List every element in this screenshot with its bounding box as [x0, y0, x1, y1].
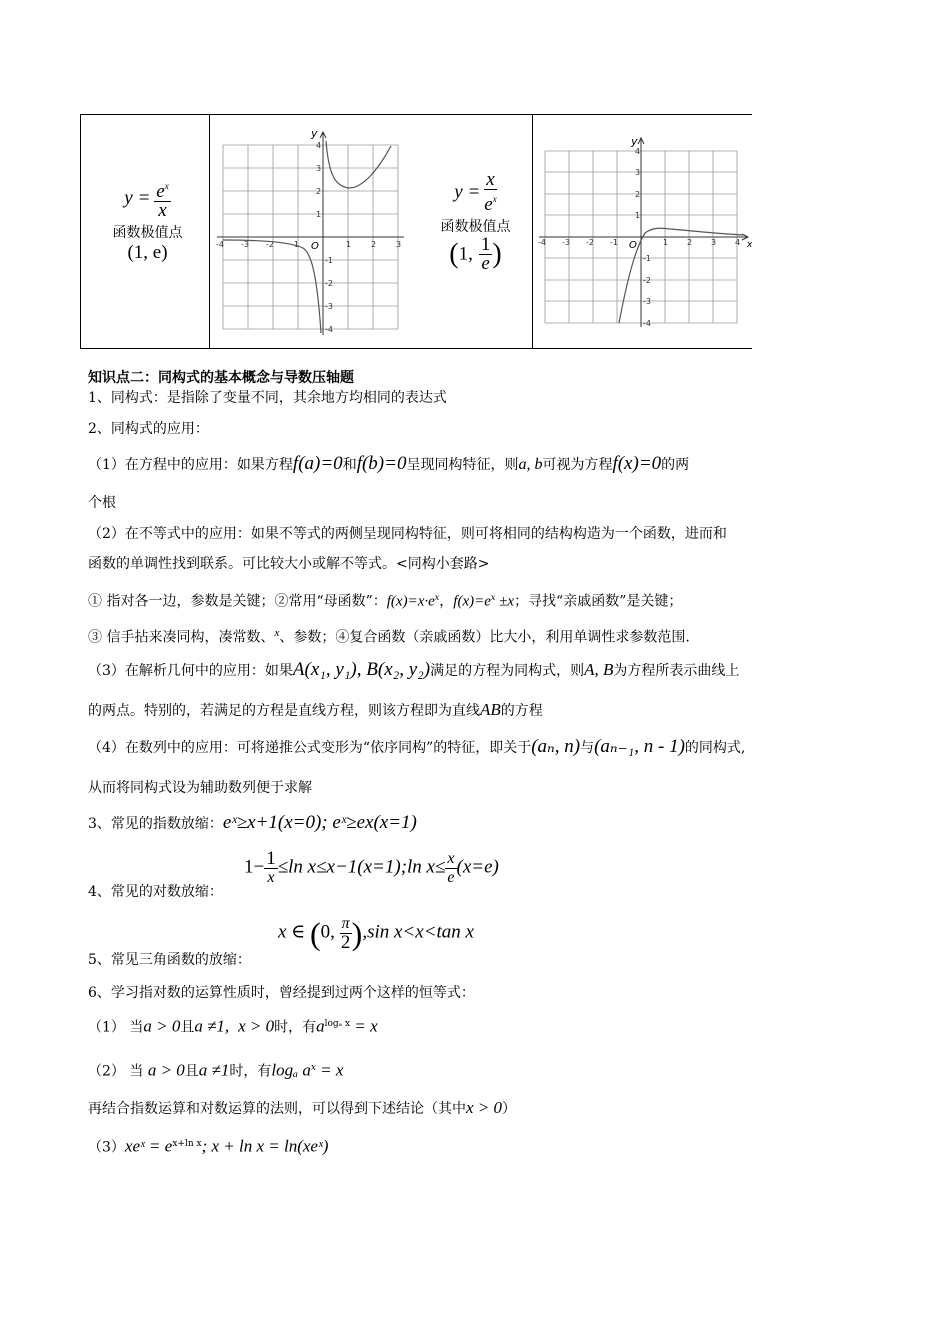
paragraph: 1、同构式：是指除了变量不同，其余地方均相同的表达式: [88, 390, 447, 406]
svg-text:4: 4: [316, 141, 322, 150]
svg-text:-1: -1: [643, 254, 651, 263]
paragraph: （4）在数列中的应用：可将递推公式变形为“依序同构”的特征，即关于(aₙ, n)与(aₙ₋₁, n - 1)的同构式,: [88, 736, 746, 757]
formula-lhs: y: [124, 187, 133, 209]
table-divider: [532, 115, 533, 348]
x-axis-label: x: [747, 240, 753, 250]
svg-text:3: 3: [396, 240, 402, 249]
paragraph: ① 指对各一边，参数是关键；②常用“母函数”：$f(x)=x\cdot e^x$，$f(x)=e^x \pm x$；寻找“亲戚函数”是关键；: [88, 593, 683, 610]
svg-text:-4: -4: [538, 238, 546, 247]
svg-text:-3: -3: [562, 238, 570, 247]
svg-text:2: 2: [316, 187, 322, 196]
svg-text:3: 3: [711, 238, 717, 247]
svg-text:1: 1: [346, 240, 352, 249]
paragraph: ③ 信手拈来凑同构，凑常数、$^x$、参数；④复合函数（亲戚函数）比大小，利用单调性求参数范围.: [88, 627, 690, 646]
svg-text:2: 2: [371, 240, 377, 249]
svg-text:-4: -4: [643, 319, 651, 328]
paragraph: （1）在方程中的应用：如果方程f(a)=0和f(b)=0呈现同构特征，则a, b可视为方程f(x)=0的两: [88, 453, 690, 474]
axes: [217, 132, 404, 335]
curve-left-branch: [223, 240, 321, 333]
svg-text:-1: -1: [325, 256, 333, 265]
paragraph: 从而将同构式设为辅助数列便于求解: [88, 780, 312, 796]
graph-ex-over-x: [211, 123, 411, 345]
paragraph: 6、学习指对数的运算性质时，曾经提到过两个这样的恒等式：: [88, 985, 475, 1001]
svg-text:1: 1: [663, 238, 669, 247]
y-axis-label: y: [631, 135, 638, 148]
svg-text:-4: -4: [325, 325, 333, 334]
paragraph: 函数的单调性找到联系。可比较大小或解不等式。<同构小套路>: [88, 556, 490, 572]
paragraph: 个根: [88, 495, 116, 511]
svg-text:4: 4: [735, 238, 741, 247]
paragraph: 的两点。特别的，若满足的方程是直线方程，则该方程即为直线AB的方程: [88, 700, 543, 719]
formula-cell-2: y = $\frac{x}{e^x}$ 函数极值点 (1, $\frac{1}{e}$ ): [423, 171, 528, 273]
extreme-point-value: (1, $\frac{1}{e}$ ): [449, 234, 502, 274]
svg-text:-1: -1: [291, 240, 299, 249]
svg-text:-3: -3: [241, 240, 249, 249]
svg-text:1: 1: [635, 211, 641, 220]
extreme-point-value: (1, e): [127, 242, 168, 263]
svg-text:3: 3: [635, 168, 641, 177]
y-axis-label: y: [311, 127, 318, 140]
function-graph-table: [80, 114, 752, 349]
svg-text:-4: -4: [216, 240, 224, 249]
svg-text:2: 2: [687, 238, 693, 247]
extreme-point-label: 函数极值点: [112, 225, 183, 241]
svg-text:-3: -3: [643, 297, 651, 306]
origin-label: O: [629, 240, 637, 251]
paragraph: （1） 当a > 0且a ≠1, x > 0时，有$a^{log_a x} = x$: [88, 1016, 378, 1036]
section-title: 知识点二：同构式的基本概念与导数压轴题: [88, 370, 354, 386]
paragraph: （2） 当 a > 0且a ≠1时，有logₐ $a^x = x$: [88, 1060, 344, 1080]
extreme-point-label: 函数极值点: [440, 219, 511, 235]
svg-text:-2: -2: [586, 238, 594, 247]
svg-text:-3: -3: [325, 302, 333, 311]
svg-text:-2: -2: [325, 279, 333, 288]
paragraph: （3）在解析几何中的应用：如果A(x₁, y₁), B(x₂, y₂)满足的方程为同构式，则A, B为方程所表示曲线上: [88, 659, 740, 680]
paragraph: （2）在不等式中的应用：如果不等式的两侧呈现同构特征，则可将相同的结构构造为一个函数，进而和: [88, 526, 727, 542]
fraction: $\frac{x}{e^x}$: [484, 169, 497, 215]
svg-text:-1: -1: [610, 238, 618, 247]
document-page: y = $\frac{e^x}{x}$ 函数极值点 (1, e) y = $\frac{x}{e^x}$ 函数极值点 (1, $\frac{1}{e}$ ) y O -4 -3 -2 -1 1 2 3 4 3 2 1 -1 -2 -3 -4 y x O -4 -3 -2 -1 1 2 3 4 4 3 2 1 -1 -2 -3 -4 知识点二：同构式的基本概念与导数压轴题 1、同构式：是指除了变量不同，其余地方均相同的表达式 2、同构式的应用： （1）在方程中的应用：如果方程f(a)=0和f(b)=0呈现同构特征，则a, b可视为方程f(x)=0的两 个根 （2）在不等式中的应用：如果不等式的两侧呈现同构特征，则可将相同的结构构造为一个函数，进而和 函数的单调性找到联系。可比较大小或解不等式。<同构小套路> ① 指对各一边，参数是关键；②常用“母函数”：$f(x)=x\cdot e^x$，$f(x)=e^x \pm x$；寻找“亲戚函数”是关键； ③ 信手拈来凑同构，凑常数、$^x$、参数；④复合函数（亲戚函数）比大小，利用单调性求参数范围. （3）在解析几何中的应用：如果A(x₁, y₁), B(x₂, y₂)满足的方程为同构式，则A, B为方程所表示曲线上 的两点。特别的，若满足的方程是直线方程，则该方程即为直线AB的方程 （4）在数列中的应用：可将递推公式变形为“依序同构”的特征，即关于(aₙ, n)与(aₙ₋₁, n - 1)的同构式, 从而将同构式设为辅助数列便于求解 3、常见的指数放缩：eˣ≥x+1(x=0); eˣ≥ex(x=1) 4、常见的对数放缩： 1− $\frac{1}{x}$ ≤ln x≤x−1(x=1);ln x≤ $\frac{x}{e}$ (x=e) 5、常见三角函数的放缩： x ∈ (0, $\frac{\pi}{2}$ ),sin x<x<tan x 6、学习指对数的运算性质时，曾经提到过两个这样的恒等式： （1） 当a > 0且a ≠1, x > 0时，有$a^{log_a x} = x$ （2） 当 a > 0且a ≠1时，有logₐ $a^x = x$ 再结合指数运算和对数运算的法则，可以得到下述结论（其中x > 0） （3）xeˣ = $e^{x+ln x}$; x + ln x = ln(xeˣ): [0, 0, 950, 1344]
paragraph: （3）xeˣ = $e^{x+ln x}$; x + ln x = ln(xeˣ): [88, 1136, 329, 1156]
svg-text:-2: -2: [643, 276, 651, 285]
curve: [619, 228, 745, 323]
svg-text:2: 2: [635, 190, 641, 199]
curve-right-branch: [326, 141, 391, 188]
graph-x-over-ex: [535, 131, 753, 331]
fraction: $\frac{e^x}{x}$: [154, 177, 170, 220]
paragraph: 再结合指数运算和对数运算的法则，可以得到下述结论（其中x > 0）: [88, 1098, 517, 1117]
paragraph: 3、常见的指数放缩：eˣ≥x+1(x=0); eˣ≥ex(x=1): [88, 812, 417, 833]
svg-text:4: 4: [635, 147, 641, 156]
table-divider: [209, 115, 210, 348]
svg-text:3: 3: [316, 164, 322, 173]
svg-text:-2: -2: [266, 240, 274, 249]
paragraph: 2、同构式的应用：: [88, 421, 209, 437]
origin-label: O: [311, 241, 319, 252]
svg-text:1: 1: [316, 210, 322, 219]
formula-cell-1: y = $\frac{e^x}{x}$ 函数极值点 (1, e): [95, 177, 200, 264]
